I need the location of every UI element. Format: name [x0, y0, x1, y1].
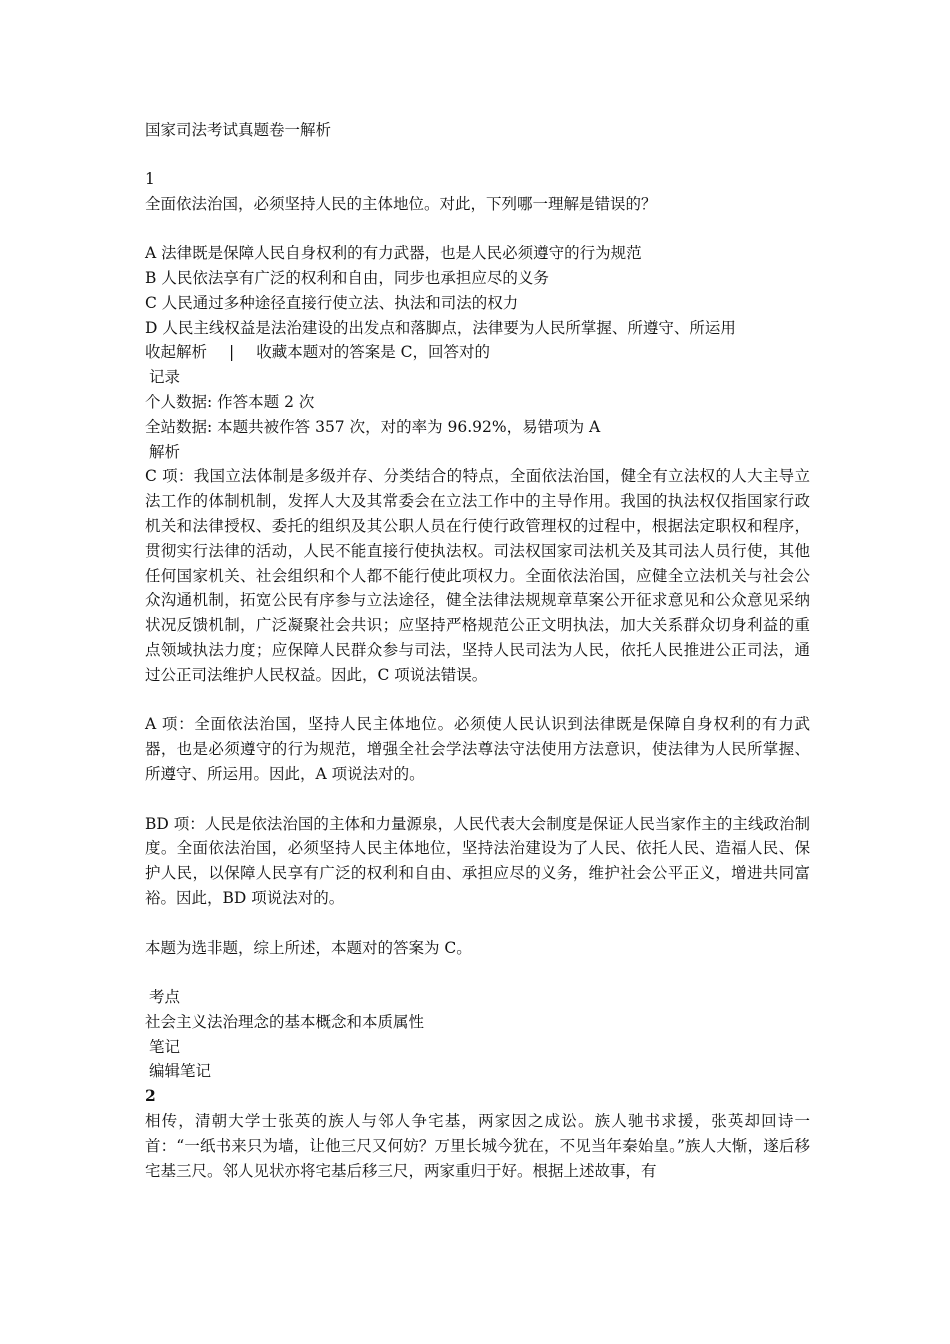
question-stem: 相传，清朝大学士张英的族人与邻人争宅基，两家因之成讼。族人驰书求援，张英却回诗一首：“一纸书来只为墙，让他三尺又何妨？万里长城今犹在，不见当年秦始皇。”族人大惭，遂后移宅基三尺。邻人见状亦将宅基后移三尺，两家重归于好。根据上述故事，有: [145, 1112, 810, 1180]
spacer: [145, 216, 810, 241]
record-label: 记录: [149, 368, 181, 387]
collapse-analysis-link[interactable]: 收起解析: [145, 343, 208, 362]
answer-row: [145, 340, 810, 365]
question-number: 2: [145, 1086, 156, 1106]
spacer: [145, 688, 810, 713]
answer-text: 收藏本题对的答案是 C，回答对的: [256, 343, 491, 362]
summary: 本题为选非题，综上所述，本题对的答案为 C。: [145, 938, 472, 957]
kaodian-label: 考点: [149, 988, 181, 1007]
question-number: 1: [145, 169, 155, 188]
spacer: [145, 787, 810, 812]
option-d: D 人民主线权益是法治建设的出发点和落脚点，法律要为人民所掌握、所遵守、所运用: [145, 318, 736, 337]
spacer: [145, 911, 810, 936]
question-stem: 全面依法治国，必须坚持人民的主体地位。对此，下列哪一理解是错误的？: [145, 194, 657, 213]
spacer: [145, 960, 810, 985]
option-a: A 法律既是保障人民自身权利的有力武器，也是人民必须遵守的行为规范: [145, 244, 642, 263]
option-b: B 人民依法享有广泛的权利和自由，同步也承担应尽的义务: [145, 268, 549, 287]
document-page: [145, 118, 810, 1183]
site-stats: 全站数据: 本题共被作答 357 次，对的率为 96.92%，易错项为 A: [145, 417, 601, 436]
personal-stats: 个人数据: 作答本题 2 次: [145, 392, 315, 411]
separator: |: [229, 343, 235, 362]
analysis-label: 解析: [149, 442, 181, 461]
analysis-paragraph-bd: BD 项：人民是依法治国的主体和力量源泉，人民代表大会制度是保证人民当家作主的主线政治制度。全面依法治国，必须坚持人民主体地位，坚持法治建设为了人民、依托人民、造福人民、保护人民，以保障人民享有广泛的权利和自由、承担应尽的义务，维护社会公平正义，增进共同富裕。因此，BD 项说法对的。: [145, 814, 810, 907]
analysis-paragraph-c: C 项：我国立法体制是多级并存、分类结合的特点，全面依法治国，健全有立法权的人大主导立法工作的体制机制，发挥人大及其常委会在立法工作中的主导作用。我国的执法权仅指国家行政机关和法律授权、委托的组织及其公职人员在行使行政管理权的过程中，根据法定职权和程序，贯彻实行法律的活动，人民不能直接行使执法权。司法权国家司法机关及其司法人员行使，其他任何国家机关、社会组织和个人都不能行使此项权力。全面依法治国，应健全立法机关与社会公众沟通机制，拓宽公民有序参与立法途径，健全法律法规规章草案公开征求意见和公众意见采纳状况反馈机制，广泛凝聚社会共识；应坚持严格规范公正文明执法，加大关系群众切身利益的重点领域执法力度；应保障人民群众参与司法，坚持人民司法为人民，依托人民推进公正司法，通过公正司法维护人民权益。因此，C 项说法错误。: [145, 467, 810, 684]
option-c: C 人民通过多种途径直接行使立法、执法和司法的权力: [145, 293, 519, 312]
kaodian-text: 社会主义法治理念的基本概念和本质属性: [145, 1012, 425, 1031]
analysis-paragraph-a: A 项：全面依法治国，坚持人民主体地位。必须使人民认识到法律既是保障自身权利的有力武器，也是必须遵守的行为规范，增强全社会学法尊法守法使用方法意识，使法律为人民所掌握、所遵守、所运用。因此，A 项说法对的。: [145, 715, 810, 783]
document-title: 国家司法考试真题卷一解析: [145, 121, 332, 139]
notes-label: 笔记: [149, 1037, 181, 1056]
edit-notes-link[interactable]: 编辑笔记: [149, 1062, 212, 1081]
